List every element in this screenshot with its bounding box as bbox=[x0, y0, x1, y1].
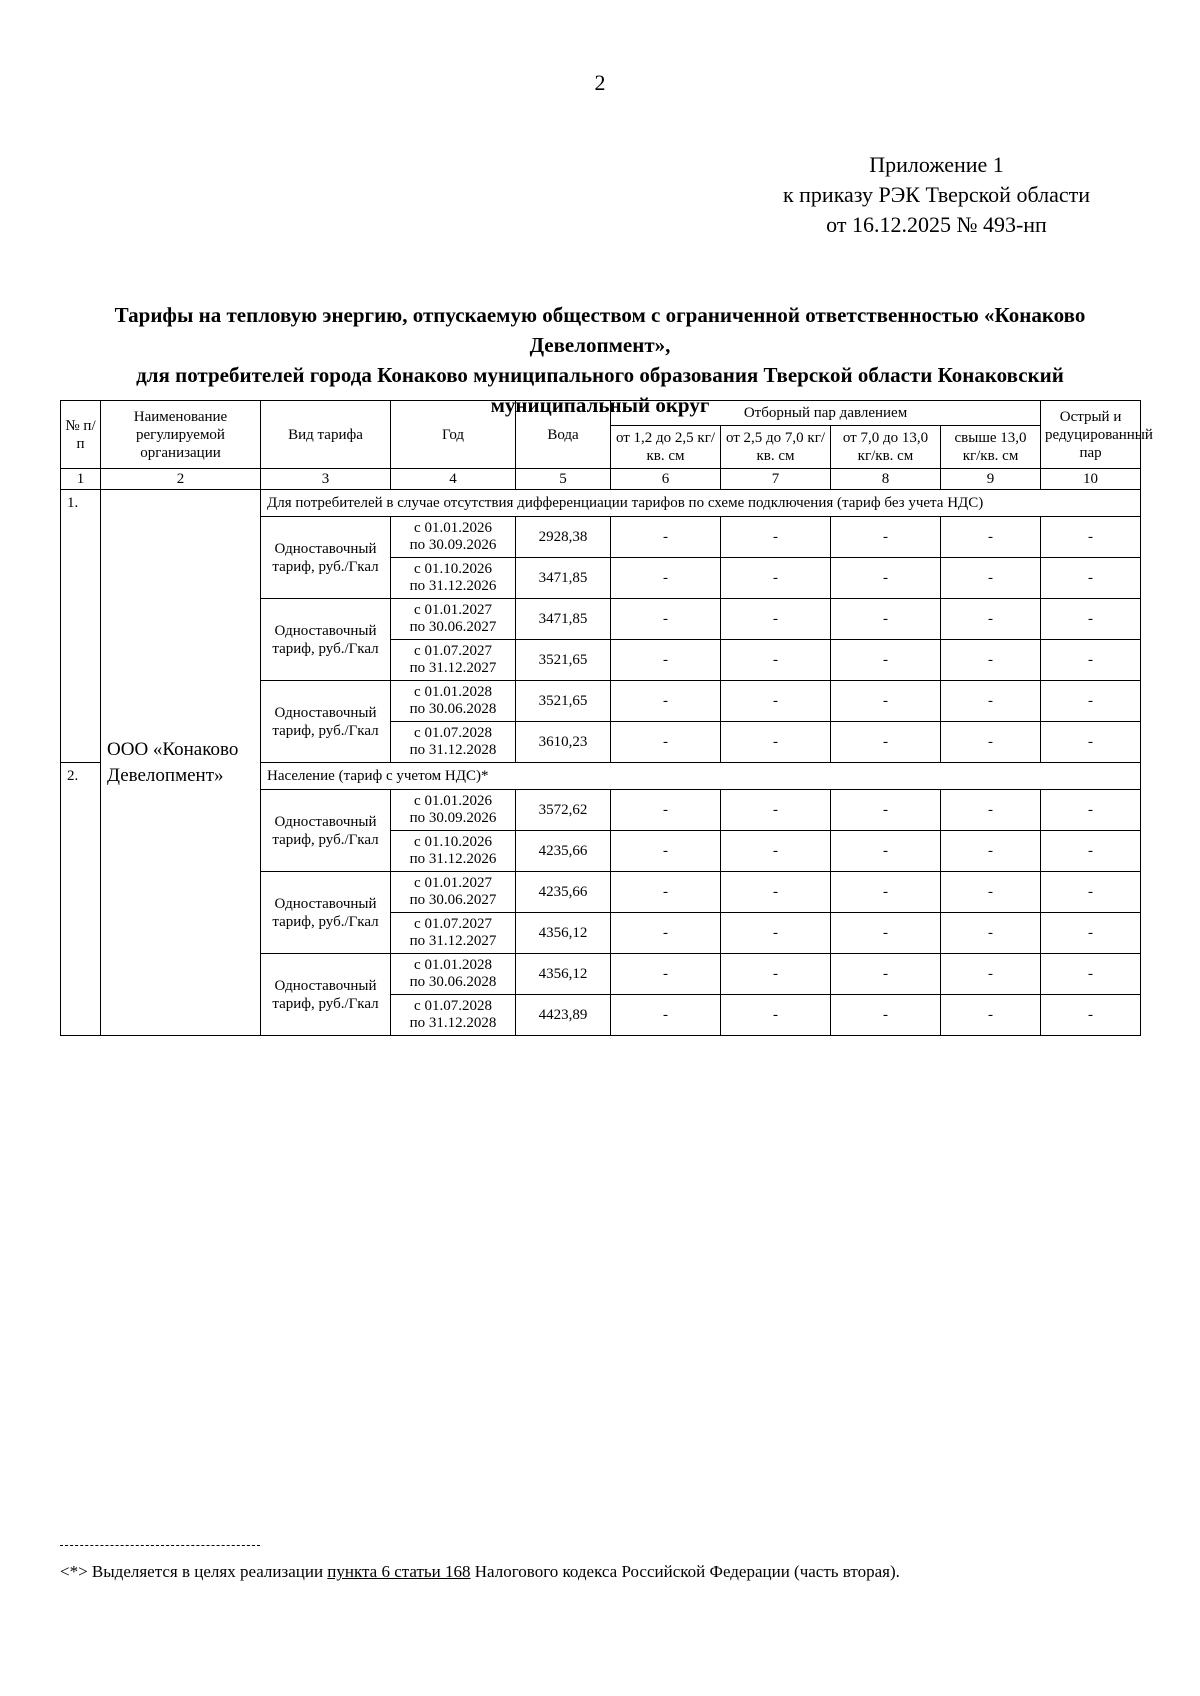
water-value: 3610,23 bbox=[516, 722, 611, 763]
p2-value: - bbox=[721, 722, 831, 763]
org-name-cell: ООО «Конаково Девелопмент» bbox=[101, 490, 261, 1036]
water-value: 4235,66 bbox=[516, 831, 611, 872]
header-steam-group: Отборный пар давлением bbox=[611, 401, 1041, 426]
p2-value: - bbox=[721, 790, 831, 831]
p1-value: - bbox=[611, 558, 721, 599]
sharp-value: - bbox=[1041, 872, 1141, 913]
annex-line-3: от 16.12.2025 № 493-нп bbox=[826, 212, 1047, 237]
p3-value: - bbox=[831, 831, 941, 872]
header-p1: от 1,2 до 2,5 кг/кв. см bbox=[611, 426, 721, 469]
p1-value: - bbox=[611, 913, 721, 954]
p4-value: - bbox=[941, 681, 1041, 722]
tariff-type-cell: Одноставочный тариф, руб./Гкал bbox=[261, 517, 391, 599]
p2-value: - bbox=[721, 831, 831, 872]
p4-value: - bbox=[941, 599, 1041, 640]
p2-value: - bbox=[721, 954, 831, 995]
p4-value: - bbox=[941, 640, 1041, 681]
water-value: 3471,85 bbox=[516, 558, 611, 599]
footnote-divider bbox=[60, 1545, 260, 1546]
section-title: Население (тариф с учетом НДС)* bbox=[261, 763, 1141, 790]
p4-value: - bbox=[941, 790, 1041, 831]
p4-value: - bbox=[941, 872, 1041, 913]
period-cell: с 01.07.2028 по 31.12.2028 bbox=[391, 995, 516, 1036]
col-number: 7 bbox=[721, 469, 831, 490]
col-number: 8 bbox=[831, 469, 941, 490]
sharp-value: - bbox=[1041, 913, 1141, 954]
period-cell: с 01.07.2027 по 31.12.2027 bbox=[391, 913, 516, 954]
period-cell: с 01.01.2027 по 30.06.2027 bbox=[391, 872, 516, 913]
tariff-type-cell: Одноставочный тариф, руб./Гкал bbox=[261, 599, 391, 681]
p3-value: - bbox=[831, 599, 941, 640]
col-number: 2 bbox=[101, 469, 261, 490]
p4-value: - bbox=[941, 517, 1041, 558]
col-number: 5 bbox=[516, 469, 611, 490]
sharp-value: - bbox=[1041, 995, 1141, 1036]
p3-value: - bbox=[831, 954, 941, 995]
p4-value: - bbox=[941, 995, 1041, 1036]
sharp-value: - bbox=[1041, 831, 1141, 872]
p3-value: - bbox=[831, 517, 941, 558]
sharp-value: - bbox=[1041, 681, 1141, 722]
sharp-value: - bbox=[1041, 558, 1141, 599]
page-number: 2 bbox=[594, 70, 606, 95]
p2-value: - bbox=[721, 517, 831, 558]
sharp-value: - bbox=[1041, 790, 1141, 831]
header-sharp-steam: Острый и редуцированный пар bbox=[1041, 401, 1141, 469]
p4-value: - bbox=[941, 954, 1041, 995]
tariff-type-cell: Одноставочный тариф, руб./Гкал bbox=[261, 954, 391, 1036]
header-org: Наименование регулируемой организации bbox=[101, 401, 261, 469]
col-number: 6 bbox=[611, 469, 721, 490]
p2-value: - bbox=[721, 872, 831, 913]
col-number: 10 bbox=[1041, 469, 1141, 490]
p3-value: - bbox=[831, 558, 941, 599]
water-value: 4356,12 bbox=[516, 913, 611, 954]
header-p3: от 7,0 до 13,0 кг/кв. см bbox=[831, 426, 941, 469]
sharp-value: - bbox=[1041, 640, 1141, 681]
p1-value: - bbox=[611, 831, 721, 872]
col-number: 4 bbox=[391, 469, 516, 490]
table-header-row bbox=[61, 401, 1141, 426]
p2-value: - bbox=[721, 681, 831, 722]
section-title: Для потребителей в случае отсутствия дифференциации тарифов по схеме подключения (тариф без учета НДС) bbox=[261, 490, 1141, 517]
water-value: 3572,62 bbox=[516, 790, 611, 831]
p1-value: - bbox=[611, 872, 721, 913]
period-cell: с 01.01.2027 по 30.06.2027 bbox=[391, 599, 516, 640]
p4-value: - bbox=[941, 831, 1041, 872]
water-value: 3521,65 bbox=[516, 681, 611, 722]
header-year: Год bbox=[391, 401, 516, 469]
p2-value: - bbox=[721, 913, 831, 954]
period-cell: с 01.01.2026 по 30.09.2026 bbox=[391, 790, 516, 831]
header-num: № п/ п bbox=[61, 401, 101, 469]
header-p4: свыше 13,0 кг/кв. см bbox=[941, 426, 1041, 469]
p1-value: - bbox=[611, 954, 721, 995]
period-cell: с 01.01.2028 по 30.06.2028 bbox=[391, 681, 516, 722]
sharp-value: - bbox=[1041, 599, 1141, 640]
p1-value: - bbox=[611, 995, 721, 1036]
footnote-link[interactable]: пункта 6 статьи 168 bbox=[327, 1562, 471, 1581]
header-p2: от 2,5 до 7,0 кг/кв. см bbox=[721, 426, 831, 469]
water-value: 4423,89 bbox=[516, 995, 611, 1036]
p4-value: - bbox=[941, 913, 1041, 954]
p4-value: - bbox=[941, 558, 1041, 599]
title-line-1: Тарифы на тепловую энергию, отпускаемую обществом с ограниченной ответственностью «Конаково Девелопмент», bbox=[114, 303, 1086, 357]
period-cell: с 01.10.2026 по 31.12.2026 bbox=[391, 558, 516, 599]
water-value: 2928,38 bbox=[516, 517, 611, 558]
p3-value: - bbox=[831, 722, 941, 763]
p2-value: - bbox=[721, 640, 831, 681]
p3-value: - bbox=[831, 995, 941, 1036]
annex-line-2: к приказу РЭК Тверской области bbox=[782, 182, 1090, 207]
period-cell: с 01.10.2026 по 31.12.2026 bbox=[391, 831, 516, 872]
annex-block bbox=[783, 150, 1090, 240]
p1-value: - bbox=[611, 517, 721, 558]
footnote-text-end: Налогового кодекса Российской Федерации (часть вторая). bbox=[470, 1562, 900, 1581]
p2-value: - bbox=[721, 558, 831, 599]
p3-value: - bbox=[831, 913, 941, 954]
tariff-type-cell: Одноставочный тариф, руб./Гкал bbox=[261, 681, 391, 763]
p1-value: - bbox=[611, 790, 721, 831]
tariff-type-cell: Одноставочный тариф, руб./Гкал bbox=[261, 790, 391, 872]
water-value: 4235,66 bbox=[516, 872, 611, 913]
header-tariff-type: Вид тарифа bbox=[261, 401, 391, 469]
tariff-type-cell: Одноставочный тариф, руб./Гкал bbox=[261, 872, 391, 954]
period-cell: с 01.07.2028 по 31.12.2028 bbox=[391, 722, 516, 763]
p3-value: - bbox=[831, 681, 941, 722]
period-cell: с 01.07.2027 по 31.12.2027 bbox=[391, 640, 516, 681]
col-number: 9 bbox=[941, 469, 1041, 490]
title-line-2: для потребителей города Конаково муниципального образования Тверской области Конаковский муниципальный округ bbox=[136, 363, 1064, 417]
section-number: 1. bbox=[61, 490, 101, 763]
period-cell: с 01.01.2028 по 30.06.2028 bbox=[391, 954, 516, 995]
annex-line-1: Приложение 1 bbox=[869, 152, 1004, 177]
col-number: 3 bbox=[261, 469, 391, 490]
footnote-text: <*> Выделяется в целях реализации bbox=[60, 1562, 328, 1581]
p1-value: - bbox=[611, 640, 721, 681]
tariff-table bbox=[60, 400, 1153, 1036]
water-value: 4356,12 bbox=[516, 954, 611, 995]
section-number: 2. bbox=[61, 763, 101, 1036]
p1-value: - bbox=[611, 599, 721, 640]
p3-value: - bbox=[831, 640, 941, 681]
water-value: 3471,85 bbox=[516, 599, 611, 640]
sharp-value: - bbox=[1041, 954, 1141, 995]
p1-value: - bbox=[611, 681, 721, 722]
p2-value: - bbox=[721, 599, 831, 640]
p3-value: - bbox=[831, 872, 941, 913]
section-row bbox=[61, 490, 1141, 517]
p4-value: - bbox=[941, 722, 1041, 763]
sharp-value: - bbox=[1041, 517, 1141, 558]
period-cell: с 01.01.2026 по 30.09.2026 bbox=[391, 517, 516, 558]
p3-value: - bbox=[831, 790, 941, 831]
header-water: Вода bbox=[516, 401, 611, 469]
sharp-value: - bbox=[1041, 722, 1141, 763]
col-number: 1 bbox=[61, 469, 101, 490]
p1-value: - bbox=[611, 722, 721, 763]
water-value: 3521,65 bbox=[516, 640, 611, 681]
p2-value: - bbox=[721, 995, 831, 1036]
column-number-row bbox=[61, 469, 1141, 490]
footnote bbox=[60, 1560, 1140, 1584]
